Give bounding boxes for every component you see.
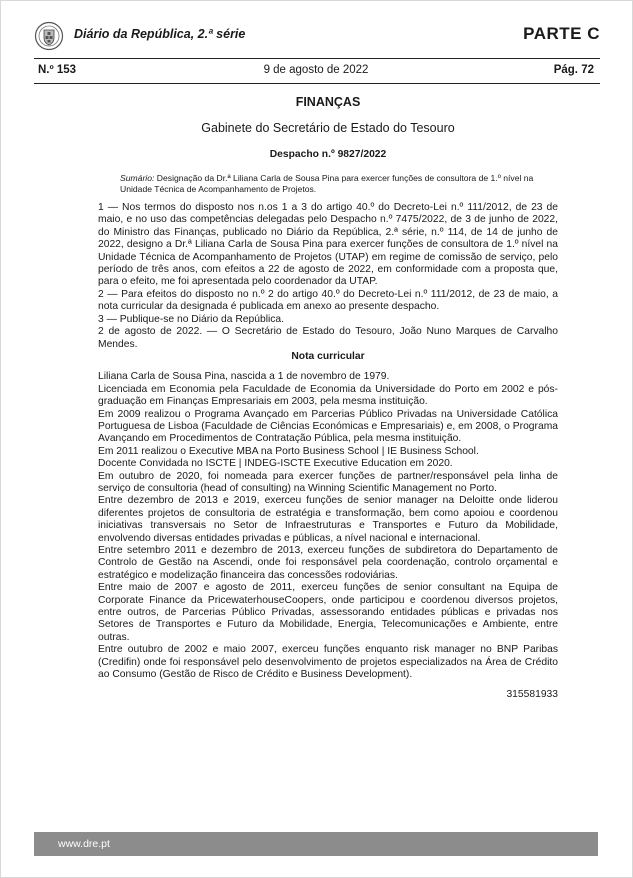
date-signature: 2 de agosto de 2022. — O Secretário de Estado do Tesouro, João Nuno Marques de Carvalho Mendes. <box>98 326 558 350</box>
paragraph: 1 — Nos termos do disposto nos n.os 1 a 3 do artigo 40.º do Decreto-Lei n.º 111/2012, de 23 de maio, e no uso das competências delegadas pelo Despacho n.º 7475/2022, de 3 de junho de 2022, do Ministro das Finanças, publicado no Diário da República, 2.ª série, n.º 114, de 14 de junho de 2022, designo a Dr.ª Liliana Carla de Sousa Pina para exercer funções de consultora de 1.º nível na Unidade Técnica de Acompanhamento de Projetos (UTAP) em regime de comissão de serviço, pelo período de três anos, com efeitos a 22 de agosto de 2022, em conformidade com a proposta que, para o efeito, me foi apresentada pelo coordenador da UTAP. <box>98 202 558 288</box>
meta-row <box>38 64 594 80</box>
cv-paragraph: Liliana Carla de Sousa Pina, nascida a 1 de novembro de 1979. <box>98 371 390 383</box>
paragraph: 2 — Para efeitos do disposto no n.º 2 do artigo 40.º do Decreto-Lei n.º 111/2012, de 23 de maio, a nota curricular da designada é publicada em anexo ao presente despacho. <box>98 288 558 313</box>
page-number: Pág. 72 <box>553 64 594 76</box>
footer-site-link[interactable]: www.dre.pt <box>58 838 110 850</box>
document-body <box>98 96 558 702</box>
parte-label: PARTE C <box>523 24 600 43</box>
issue-date: 9 de agosto de 2022 <box>263 64 369 76</box>
nota-curricular-title: Nota curricular <box>291 350 365 362</box>
coat-of-arms-icon <box>34 21 64 51</box>
header-rule-bottom <box>34 83 600 84</box>
cv-paragraph: Em 2011 realizou o Executive MBA na Porto Business School | IE Business School. <box>98 445 479 457</box>
summary-text: Designação da Dr.ª Liliana Carla de Sousa Pina para exercer funções de consultora de 1.º nível na Unidade Técnica de Acompanhamento de Projetos. <box>120 173 534 194</box>
header-rule-top <box>34 58 600 59</box>
cv-paragraph: Entre dezembro de 2013 e 2019, exerceu funções de senior manager na Deloitte onde liderou diferentes projetos de consultoria de estratégia e transformação, bem como apoiou e coordenou iniciativas transversais no Setor de Infraestruturas e Transportes e Futuro da Mobilidade, envolvendo diversas entidades privadas e públicas, a nível nacional e internacional. <box>98 495 558 544</box>
page-header <box>34 18 600 58</box>
cv-paragraph: Entre outubro de 2002 e maio 2007, exerceu funções enquanto risk manager no BNP Paribas (Credifin) onde foi responsável pelo desenvolvimento de projetos especializados na Área de Crédito ao Consumo (Gestão de Risco de Crédito e Business Development). <box>98 644 558 681</box>
cabinet-title: Gabinete do Secretário de Estado do Tesouro <box>201 121 455 136</box>
cv-paragraph: Docente Convidada no ISCTE | INDEG-ISCTE Executive Education em 2020. <box>98 458 453 470</box>
summary-label: Sumário: <box>120 173 155 184</box>
cv-paragraph: Em 2009 realizou o Programa Avançado em Parcerias Público Privadas na Universidade Católica Portuguesa de Lisboa (Faculdade de Ciências Económicas e Empresariais) e, em 2008, o Programa Avançando em Procedimentos de Contratação Pública, pela mesma instituição. <box>98 408 558 445</box>
journal-title: Diário da República, 2.ª série <box>74 27 246 41</box>
paragraph: 3 — Publique-se no Diário da República. <box>98 313 285 325</box>
summary <box>98 173 558 194</box>
cv-paragraph: Em outubro de 2020, foi nomeada para exercer funções de partner/responsável pela linha de serviço de consultoria (head of consulting) na Winning Scientific Management no Porto. <box>98 470 558 494</box>
reference-number: 315581933 <box>506 689 558 701</box>
cv-paragraph: Licenciada em Economia pela Faculdade de Economia da Universidade do Porto em 2002 e pós-graduação em Finanças Empresariais em 2003, pela mesma instituição. <box>98 383 558 408</box>
cv-paragraph: Entre setembro 2011 e dezembro de 2013, exerceu funções de subdiretora do Departamento de Controlo de Gestão na Ascendi, onde foi responsável pela coordenação, controlo orçamental e estratégico e modelização financeira das concessões rodoviárias. <box>98 545 558 581</box>
cv-paragraph: Entre maio de 2007 e agosto de 2011, exerceu funções de senior consultant na Equipa de Corporate Finance da PricewaterhouseCoopers, onde participou e coordenou diversos projetos, entre outros, de Parcerias Público Privadas, assessorando entidades públicas e privadas nos Setores de Transportes e Futuro da Mobilidade, Energia, Telecomunicações e Ambiente, entre outras. <box>98 582 558 643</box>
ministry-title: FINANÇAS <box>295 95 361 109</box>
despacho-title: Despacho n.º 9827/2022 <box>269 148 387 160</box>
page-footer <box>34 832 598 856</box>
issue-number: N.º 153 <box>38 64 77 76</box>
